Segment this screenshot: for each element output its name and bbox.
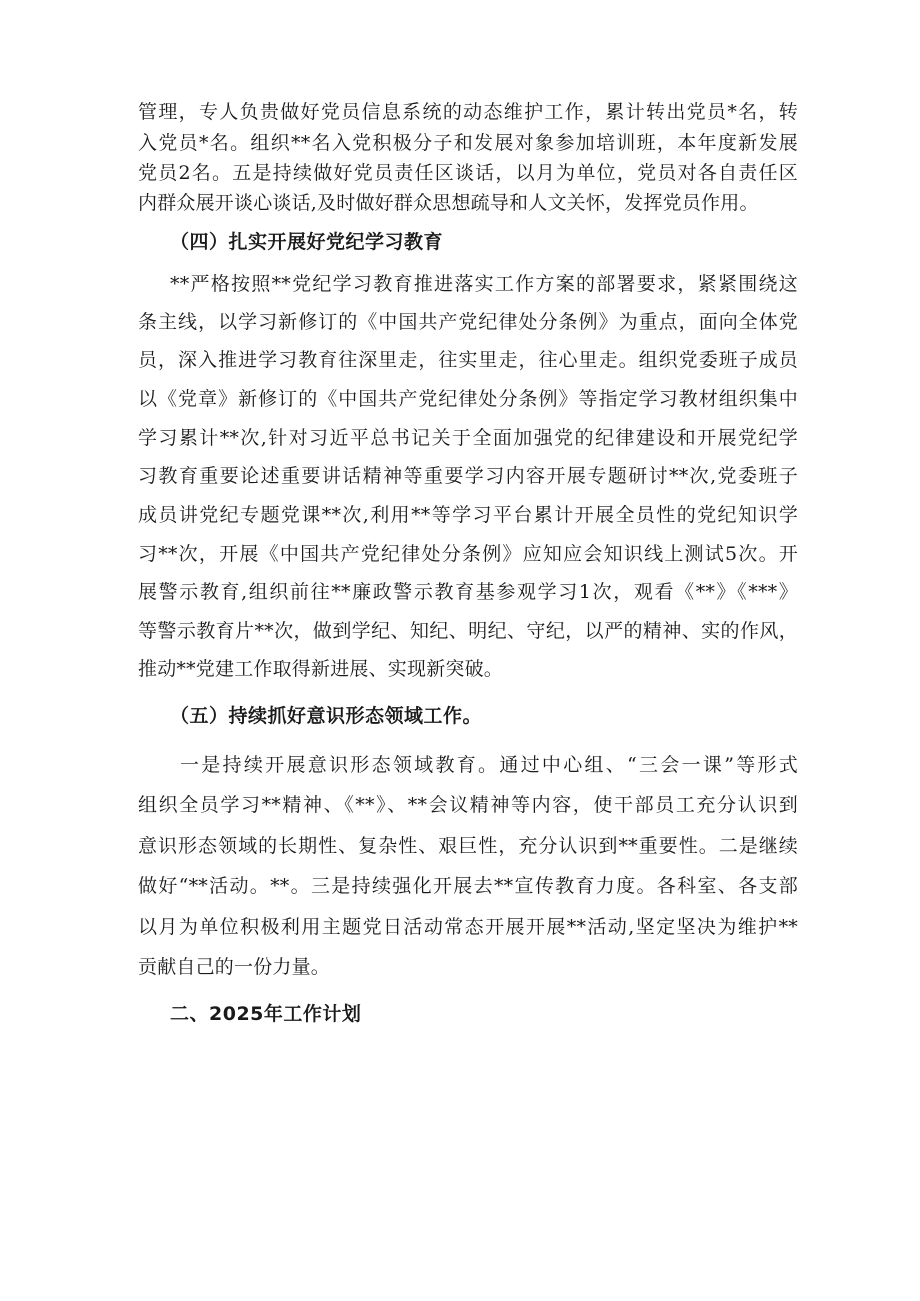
paragraph-line: 习**次，开展《中国共产党纪律处分条例》应知应会知识线上测试5次。开 bbox=[138, 543, 798, 565]
paragraph-line: 入党员*名。组织**名入党积极分子和发展对象参加培训班，本年度新发展 bbox=[138, 132, 798, 154]
paragraph-line: 以《党章》新修订的《中国共产党纪律处分条例》等指定学习教材组织集中 bbox=[138, 388, 798, 410]
paragraph-line: 成员讲党纪专题党课**次,利用**等学习平台累计开展全员性的党纪知识学 bbox=[138, 504, 798, 526]
paragraph-line: 党员2名。五是持续做好党员责任区谈话，以月为单位，党员对各自责任区 bbox=[138, 162, 798, 184]
paragraph-line: 条主线，以学习新修订的《中国共产党纪律处分条例》为重点，面向全体党 bbox=[138, 311, 798, 333]
paragraph-line: 组织全员学习**精神、《**》、**会议精神等内容，使干部员工充分认识到 bbox=[138, 794, 798, 816]
paragraph-line: 做好“**活动。**。三是持续强化开展去**宣传教育力度。各科室、各支部 bbox=[138, 875, 798, 897]
paragraph-line: 员，深入推进学习教育往深里走，往实里走，往心里走。组织党委班子成员 bbox=[138, 349, 798, 371]
paragraph-line: 学习累计**次,针对习近平总书记关于全面加强党的纪律建设和开展党纪学 bbox=[138, 427, 798, 449]
paragraph-line: 意识形态领域的长期性、复杂性、艰巨性，充分认识到**重要性。二是继续 bbox=[138, 835, 798, 857]
paragraph-line: 一是持续开展意识形态领域教育。通过中心组、“三会一课”等形式 bbox=[180, 754, 798, 776]
paragraph-line: 展警示教育,组织前往**廉政警示教育基参观学习1次，观看《**》《***》 bbox=[138, 581, 798, 603]
paragraph-line: 推动**党建工作取得新进展、实现新突破。 bbox=[138, 658, 504, 680]
paragraph-line: 贡献自己的一份力量。 bbox=[138, 956, 331, 978]
paragraph-line: 内群众展开谈心谈话,及时做好群众思想疏导和人文关怀，发挥党员作用。 bbox=[138, 192, 759, 214]
paragraph-line: 等警示教育片**次，做到学纪、知纪、明纪、守纪，以严的精神、实的作风， bbox=[138, 620, 798, 642]
section-heading-2: 二、2025年工作计划 bbox=[170, 1003, 362, 1025]
section-heading-4: （四）扎实开展好党纪学习教育 bbox=[170, 231, 444, 253]
section-heading-5: （五）持续抓好意识形态领域工作。 bbox=[170, 705, 483, 727]
paragraph-line: 习教育重要论述重要讲话精神等重要学习内容开展专题研讨**次,党委班子 bbox=[138, 465, 798, 487]
paragraph-line: 管理，专人负贵做好党员信息系统的动态维护工作，累计转出党员*名，转 bbox=[138, 101, 798, 123]
paragraph-line: **严格按照**党纪学习教育推进落实工作方案的部署要求，紧紧围绕这 bbox=[170, 273, 798, 295]
paragraph-line: 以月为单位积极利用主题党日活动常态开展开展**活动,坚定坚决为维护** bbox=[138, 916, 798, 938]
